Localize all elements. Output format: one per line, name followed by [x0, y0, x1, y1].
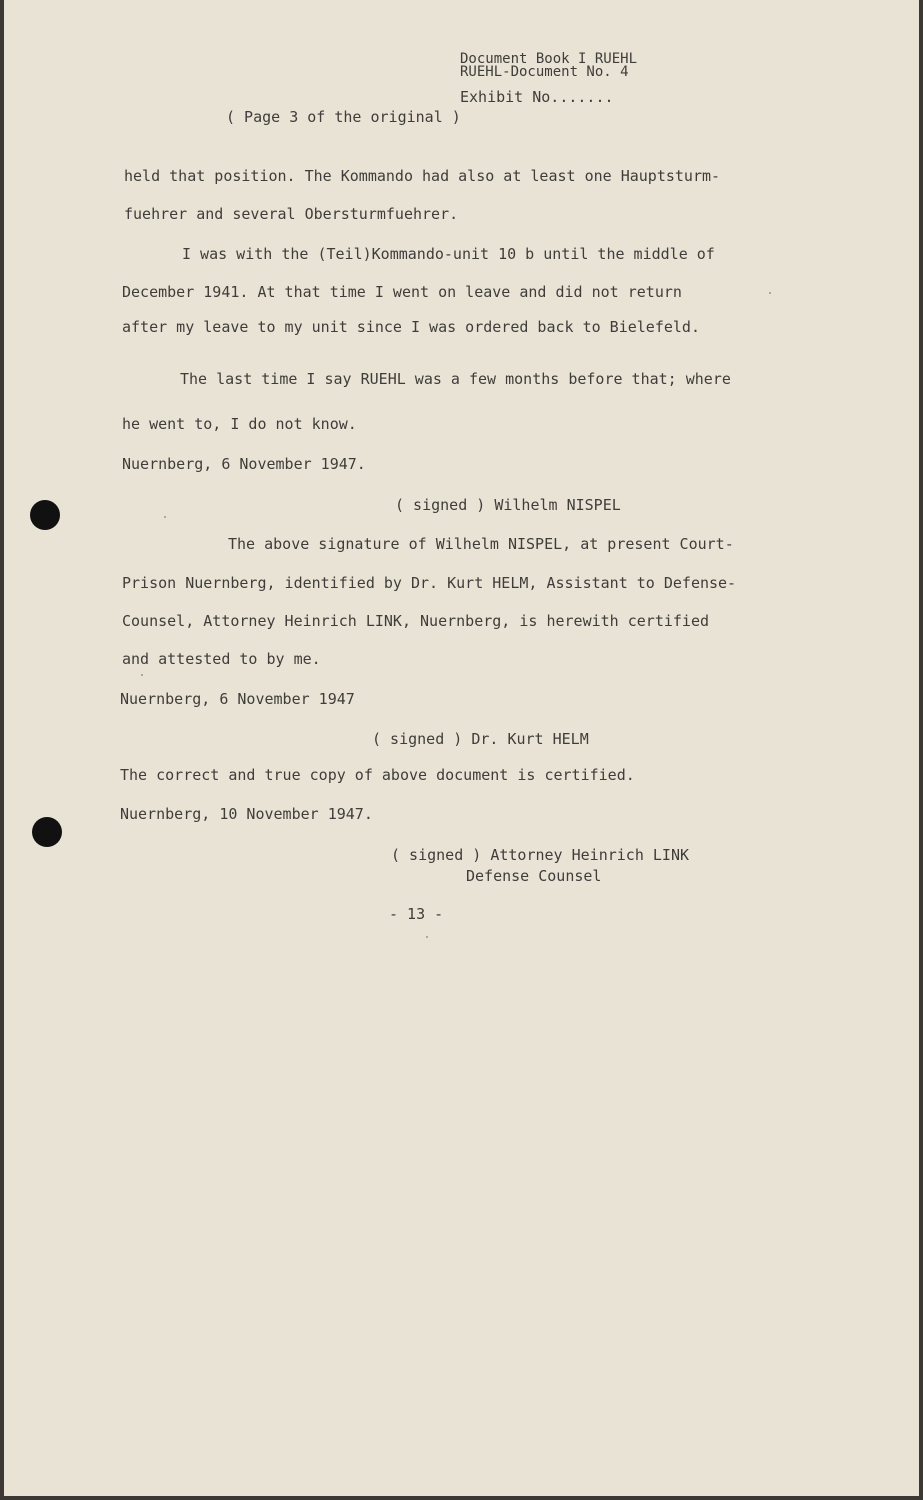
page-number: - 13 - [389, 905, 444, 923]
punch-hole [32, 817, 62, 847]
body-line: The above signature of Wilhelm NISPEL, at present Court- [228, 535, 734, 553]
signature-line: ( signed ) Attorney Heinrich LINK [391, 846, 690, 864]
document-book-label: Document Book I RUEHL [460, 51, 638, 67]
body-line: after my leave to my unit since I was ordered back to Bielefeld. [122, 318, 700, 336]
paper-speck [769, 292, 771, 294]
paper-speck [164, 516, 166, 518]
signature-title-line: Defense Counsel [466, 867, 602, 885]
punch-hole [30, 500, 60, 530]
date-line: Nuernberg, 6 November 1947 [120, 690, 355, 708]
signature-line: ( signed ) Dr. Kurt HELM [372, 730, 589, 748]
signature-line: ( signed ) Wilhelm NISPEL [395, 496, 621, 514]
body-line: Counsel, Attorney Heinrich LINK, Nuernberg, is herewith certified [122, 612, 709, 630]
body-line: December 1941. At that time I went on leave and did not return [122, 283, 682, 301]
body-line: held that position. The Kommando had also at least one Hauptsturm- [124, 167, 721, 185]
document-page [4, 0, 919, 1496]
date-line: Nuernberg, 6 November 1947. [122, 455, 366, 473]
body-line: The last time I say RUEHL was a few months before that; where [180, 370, 731, 388]
paper-speck [426, 936, 428, 938]
body-line: he went to, I do not know. [122, 415, 357, 433]
certification-line: The correct and true copy of above document is certified. [120, 766, 635, 784]
document-number-label: RUEHL-Document No. 4 [460, 64, 629, 80]
body-line: and attested to by me. [122, 650, 321, 668]
body-line: I was with the (Teil)Kommando-unit 10 b until the middle of [182, 245, 715, 263]
body-line: Prison Nuernberg, identified by Dr. Kurt HELM, Assistant to Defense- [122, 574, 737, 592]
paper-speck [141, 674, 143, 676]
body-line: fuehrer and several Obersturmfuehrer. [124, 205, 459, 223]
date-line: Nuernberg, 10 November 1947. [120, 805, 373, 823]
exhibit-label: Exhibit No....... [460, 88, 614, 106]
page-of-original-label: ( Page 3 of the original ) [226, 108, 461, 126]
